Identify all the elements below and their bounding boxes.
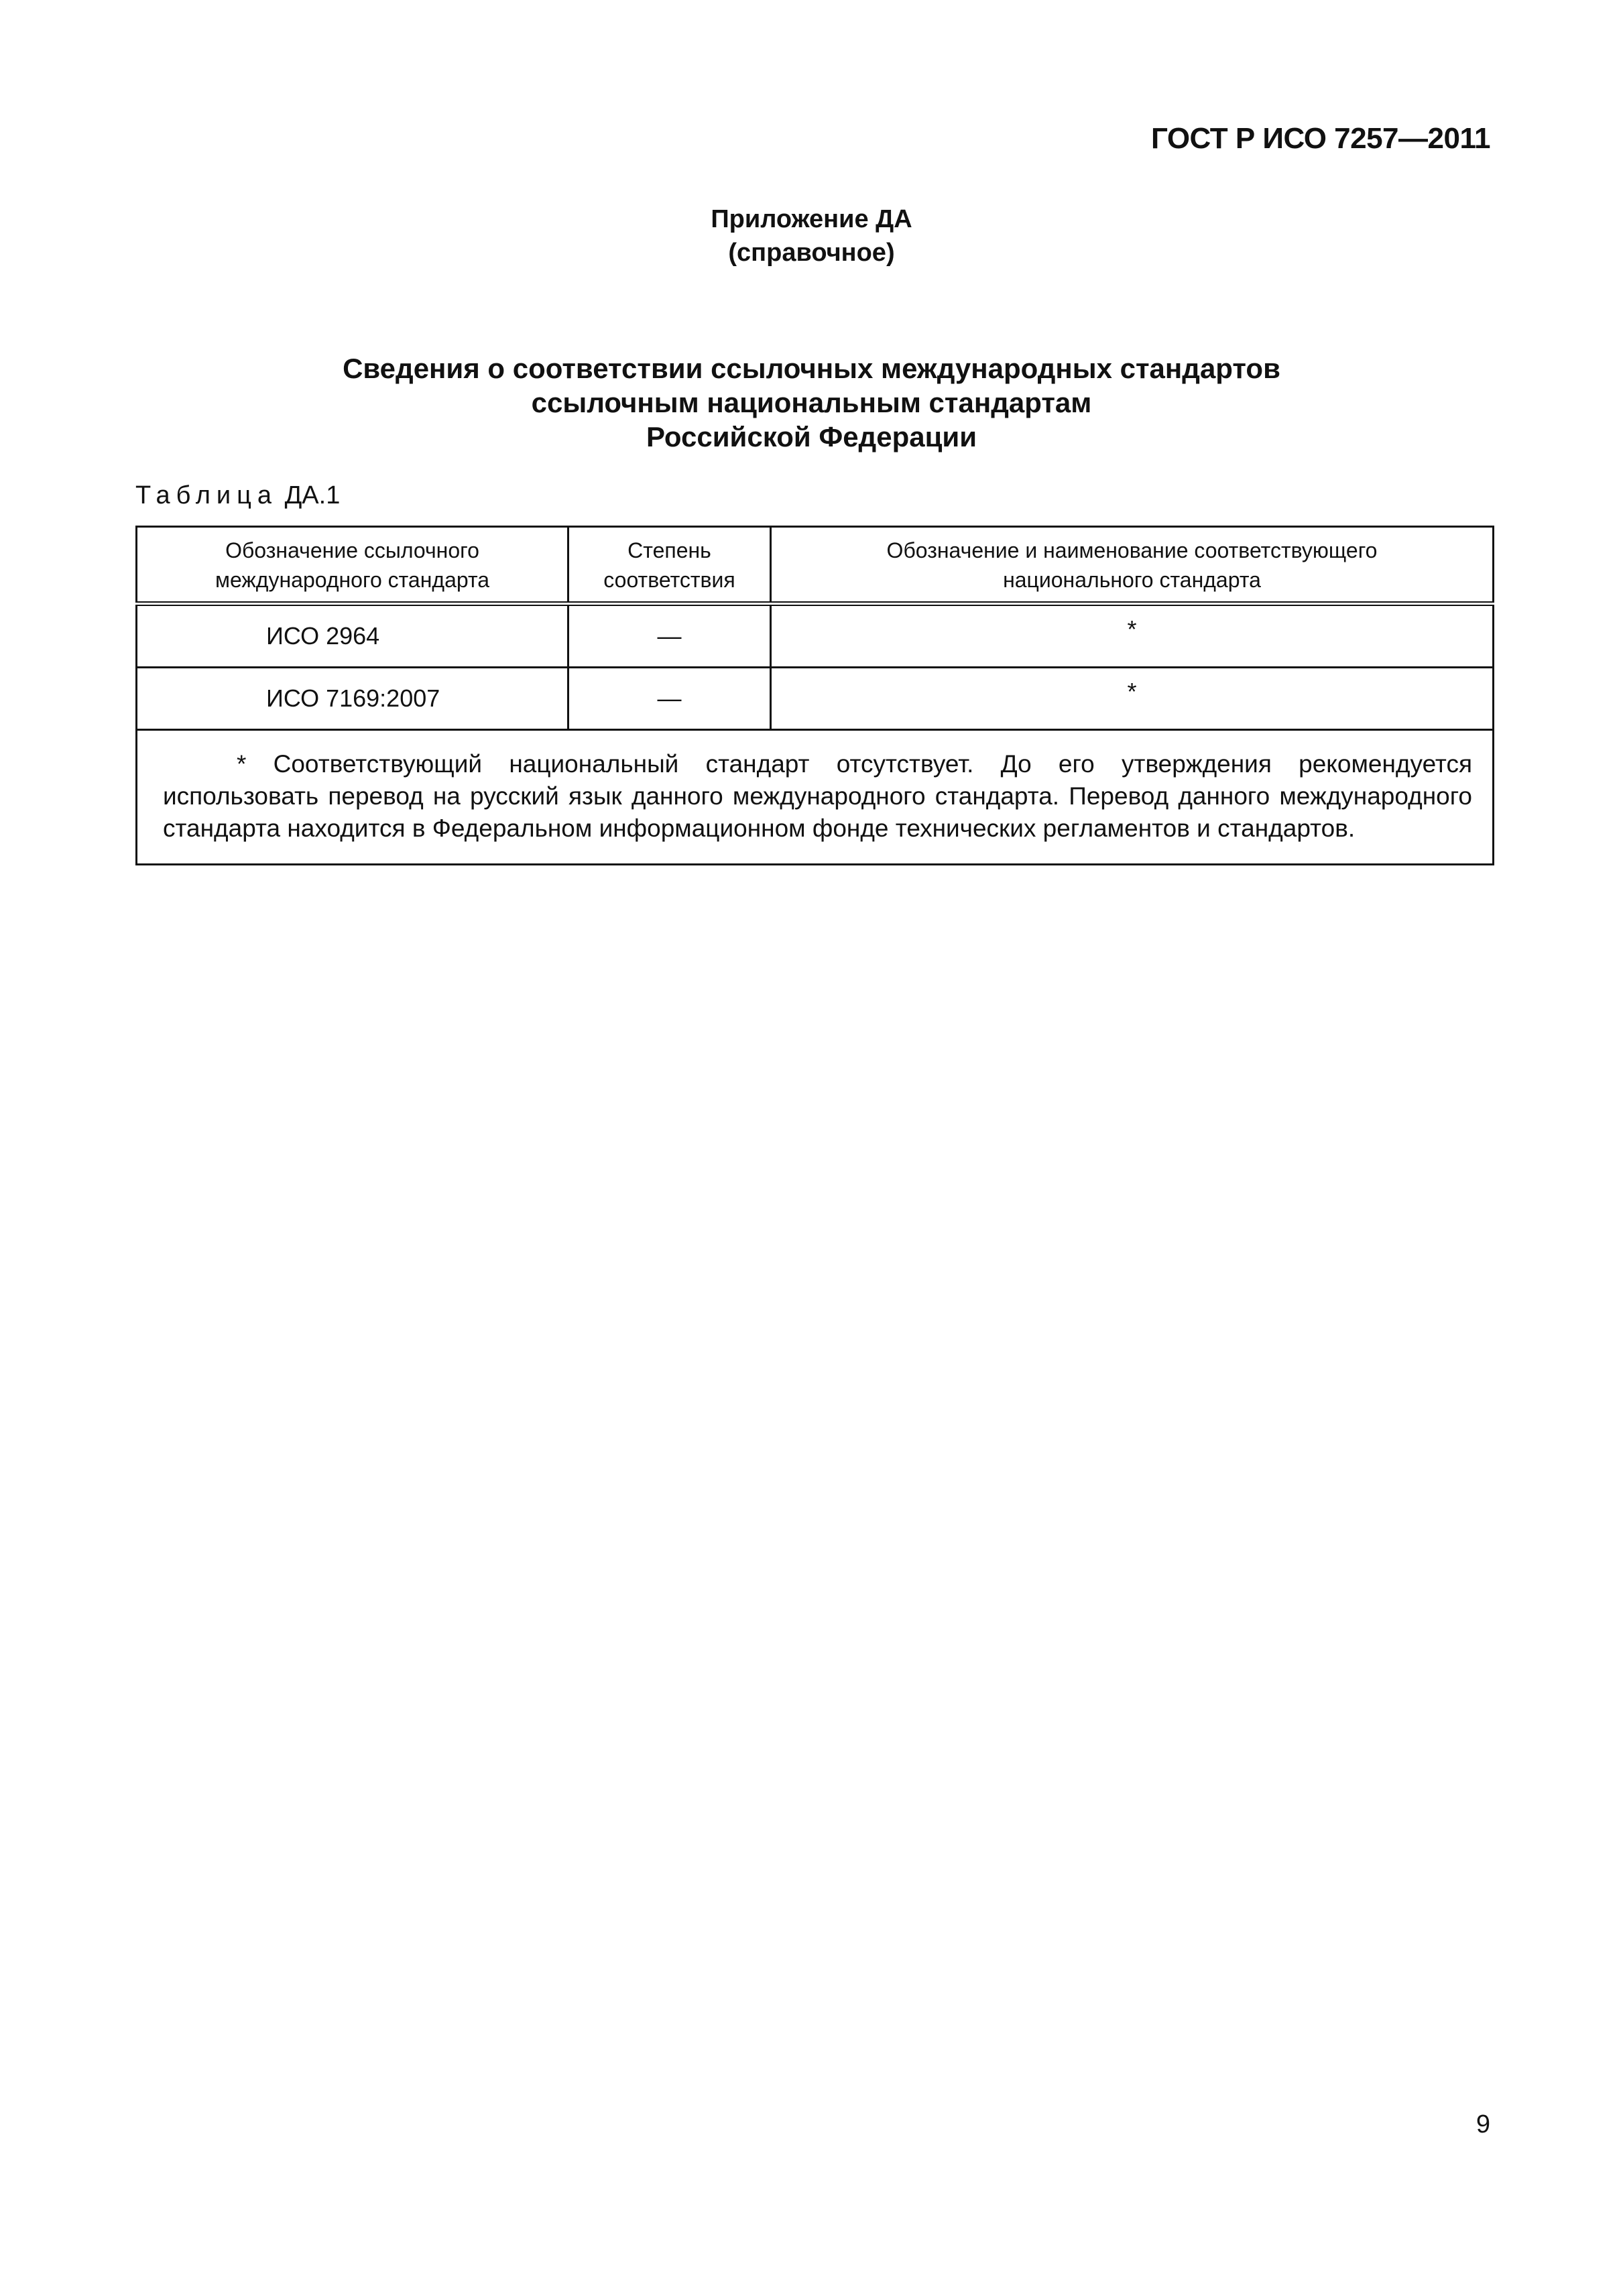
header-international-standard (137, 527, 568, 604)
header-degree (568, 527, 771, 604)
cell-national: * (771, 604, 1494, 668)
table-header-row (137, 527, 1494, 604)
table-label-number: ДА.1 (284, 481, 341, 509)
page-title (0, 351, 1623, 454)
appendix-name: Приложение ДА (711, 205, 912, 233)
cell-international: ИСО 2964 (137, 604, 568, 668)
title-line-1: Сведения о соответствии ссылочных международных стандартов (343, 353, 1280, 384)
header-line: международного стандарта (215, 568, 490, 592)
header-line: Обозначение и наименование соответствующего (886, 538, 1378, 562)
title-line-2: ссылочным национальным стандартам (531, 387, 1092, 418)
table-footnote: * Соответствующий национальный стандарт отсутствует. До его утверждения рекомендуется использовать перевод на русский язык данного международного стандарта. Перевод данного международного стандарта находится в Федеральном информационном фонде технических регламентов и стандартов. (137, 730, 1494, 865)
table-row (137, 668, 1494, 730)
header-line: Степень (627, 538, 711, 562)
appendix-kind: (справочное) (728, 239, 895, 267)
table-label-word: Таблица (135, 481, 278, 509)
table-row (137, 604, 1494, 668)
table-label (135, 481, 340, 510)
header-line: соответствия (603, 568, 735, 592)
cell-degree: — (568, 604, 771, 668)
cell-national: * (771, 668, 1494, 730)
header-national-standard (771, 527, 1494, 604)
title-line-3: Российской Федерации (646, 421, 977, 452)
reference-standards-table (135, 526, 1494, 865)
header-line: национального стандарта (1003, 568, 1261, 592)
cell-international: ИСО 7169:2007 (137, 668, 568, 730)
cell-degree: — (568, 668, 771, 730)
standard-number: ГОСТ Р ИСО 7257—2011 (1150, 122, 1490, 155)
table-footnote-row (137, 730, 1494, 865)
appendix-heading (0, 202, 1623, 269)
header-line: Обозначение ссылочного (225, 538, 479, 562)
page-number: 9 (1476, 2110, 1490, 2138)
